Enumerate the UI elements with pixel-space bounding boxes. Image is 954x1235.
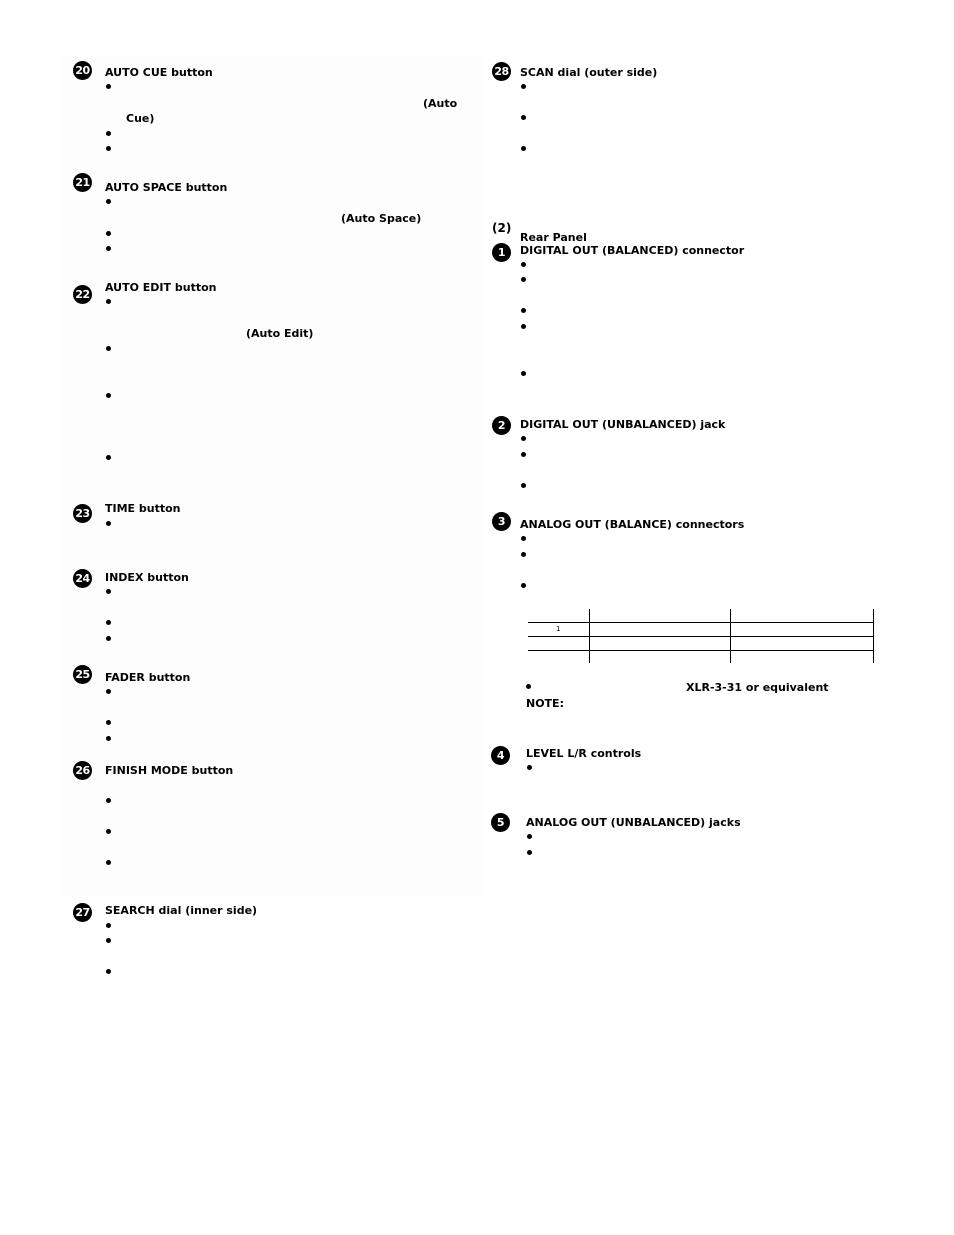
- item-number-badge: 1: [492, 243, 511, 262]
- table-cell: 1: [556, 625, 561, 633]
- bullet-icon: [521, 146, 526, 151]
- bullet-icon: [527, 850, 532, 855]
- bullet-icon: [526, 684, 531, 689]
- section-title: AUTO CUE button: [105, 66, 213, 79]
- item-number-badge: 21: [73, 173, 92, 192]
- item-number-badge: 27: [73, 903, 92, 922]
- bullet-icon: [521, 371, 526, 376]
- item-number-badge: 5: [491, 813, 510, 832]
- section-title: AUTO EDIT button: [105, 281, 217, 294]
- section-title: SEARCH dial (inner side): [105, 904, 258, 917]
- section-title: ANALOG OUT (BALANCE) connectors: [520, 518, 745, 531]
- item-number-badge: 26: [73, 761, 92, 780]
- bullet-icon: [106, 689, 111, 694]
- item-number-badge: 2: [492, 416, 511, 435]
- section-title: DIGITAL OUT (BALANCED) connector: [520, 244, 745, 257]
- section-title: TIME button: [105, 502, 181, 515]
- item-number-badge: 3: [492, 512, 511, 531]
- bullet-icon: [521, 277, 526, 282]
- paren-note: (Auto Space): [341, 212, 422, 225]
- bullet-icon: [106, 736, 111, 741]
- section-number: (2): [492, 221, 512, 235]
- section-title: FADER button: [105, 671, 191, 684]
- bullet-icon: [106, 455, 111, 460]
- bullet-icon: [106, 146, 111, 151]
- bullet-icon: [521, 452, 526, 457]
- bullet-icon: [106, 589, 111, 594]
- section-heading: Rear Panel: [520, 231, 587, 244]
- table-rule: [528, 650, 874, 651]
- bullet-icon: [106, 131, 111, 136]
- bullet-icon: [521, 308, 526, 313]
- item-number-badge: 4: [491, 746, 510, 765]
- bullet-icon: [521, 84, 526, 89]
- bullet-icon: [527, 834, 532, 839]
- item-number-badge: 25: [73, 665, 92, 684]
- section-title: DIGITAL OUT (UNBALANCED) jack: [520, 418, 726, 431]
- item-number-badge: 28: [492, 62, 511, 81]
- bullet-icon: [106, 346, 111, 351]
- bullet-icon: [106, 299, 111, 304]
- bullet-icon: [521, 583, 526, 588]
- bullet-icon: [521, 552, 526, 557]
- bullet-icon: [521, 115, 526, 120]
- bullet-icon: [106, 938, 111, 943]
- section-title: LEVEL L/R controls: [526, 747, 642, 760]
- bullet-icon: [527, 765, 532, 770]
- item-number-badge: 22: [73, 285, 92, 304]
- bullet-icon: [521, 324, 526, 329]
- note-label: NOTE:: [526, 697, 564, 710]
- bullet-icon: [106, 636, 111, 641]
- item-number-badge: 24: [73, 569, 92, 588]
- connector-spec: XLR-3-31 or equivalent: [686, 681, 829, 694]
- bullet-icon: [106, 798, 111, 803]
- bullet-icon: [106, 84, 111, 89]
- bullet-icon: [106, 246, 111, 251]
- bullet-icon: [106, 393, 111, 398]
- bullet-icon: [521, 536, 526, 541]
- item-number-badge: 20: [73, 61, 92, 80]
- table-rule: [528, 622, 874, 623]
- section-title: AUTO SPACE button: [105, 181, 228, 194]
- table-divider: [730, 609, 731, 663]
- section-title: FINISH MODE button: [105, 764, 234, 777]
- paren-note: (Auto Edit): [246, 327, 314, 340]
- bullet-icon: [106, 923, 111, 928]
- bullet-icon: [106, 720, 111, 725]
- bullet-icon: [106, 860, 111, 865]
- bullet-icon: [106, 620, 111, 625]
- paren-note: Cue): [126, 112, 155, 125]
- bullet-icon: [106, 969, 111, 974]
- bullet-icon: [521, 436, 526, 441]
- table-divider: [873, 609, 874, 663]
- paren-note: (Auto: [423, 97, 458, 110]
- bullet-icon: [106, 521, 111, 526]
- section-title: SCAN dial (outer side): [520, 66, 658, 79]
- bullet-icon: [106, 829, 111, 834]
- bullet-icon: [106, 231, 111, 236]
- table-rule: [528, 636, 874, 637]
- bullet-icon: [521, 483, 526, 488]
- table-divider: [589, 609, 590, 663]
- bullet-icon: [521, 262, 526, 267]
- bullet-icon: [106, 199, 111, 204]
- section-title: INDEX button: [105, 571, 189, 584]
- section-title: ANALOG OUT (UNBALANCED) jacks: [526, 816, 741, 829]
- item-number-badge: 23: [73, 504, 92, 523]
